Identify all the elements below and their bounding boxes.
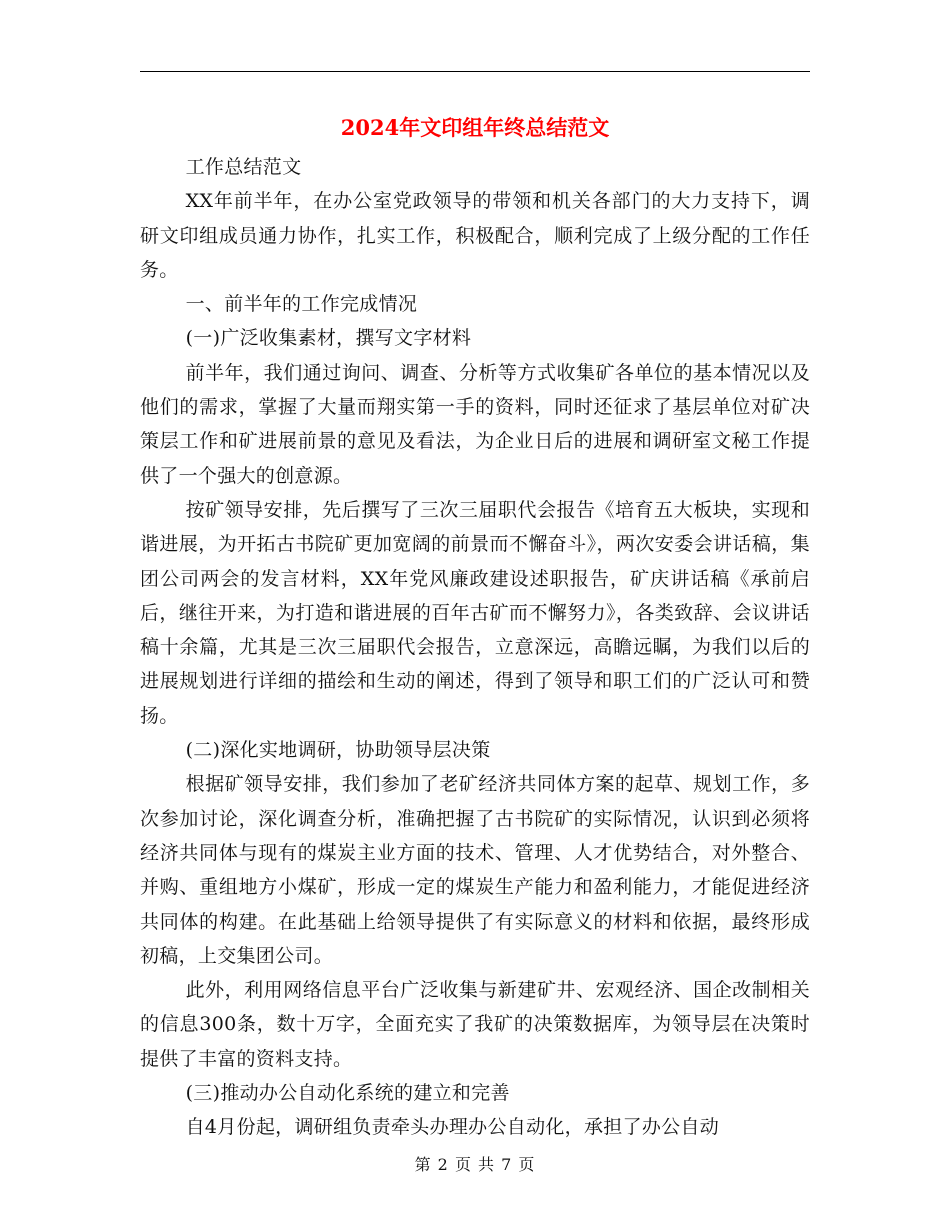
paragraph: 根据矿领导安排，我们参加了老矿经济共同体方案的起草、规划工作，多次参加讨论，深化调查分析，准确把握了古书院矿的实际情况，认识到必须将经济共同体与现有的煤炭主业方面的技术、管理、人才优势结合，对外整合、并购、重组地方小煤矿，形成一定的煤炭生产能力和盈利能力，才能促进经济共同体的构建。在此基础上给领导提供了有实际意义的材料和依据，最终形成初稿，上交集团公司。: [140, 773, 810, 967]
header-rule: [140, 71, 810, 72]
subsection-heading: (三)推动办公自动化系统的建立和完善: [185, 1082, 510, 1105]
paragraph: 前半年，我们通过询问、调查、分析等方式收集矿各单位的基本情况以及他们的需求，掌握了大量而翔实第一手的资料，同时还征求了基层单位对矿决策层工作和矿进展前景的意见及看法，为企业日后的进展和调研室文秘工作提供了一个强大的创意源。: [140, 361, 810, 487]
paragraph: 工作总结范文: [185, 156, 302, 178]
subsection-heading: (一)广泛收集素材，撰写文字材料: [185, 327, 472, 350]
page-footer: 第 2 页 共 7 页: [414, 1155, 536, 1174]
document-title: 2024年文印组年终总结范文: [340, 115, 610, 140]
subsection-heading: (二)深化实地调研，协助领导层决策: [185, 739, 491, 762]
paragraph: 此外，利用网络信息平台广泛收集与新建矿井、宏观经济、国企改制相关的信息300条，数十万字，全面充实了我矿的决策数据库，为领导层在决策时提供了丰富的资料支持。: [140, 979, 810, 1070]
paragraph: 自4月份起，调研组负责牵头办理办公自动化，承担了办公自动: [185, 1116, 720, 1139]
document-body: [140, 150, 810, 1145]
section-heading: 一、前半年的工作完成情况: [185, 293, 418, 316]
paragraph: XX年前半年，在办公室党政领导的带领和机关各部门的大力支持下，调研文印组成员通力协作，扎实工作，积极配合，顺利完成了上级分配的工作任务。: [140, 190, 810, 281]
paragraph: 按矿领导安排，先后撰写了三次三届职代会报告《培育五大板块，实现和谐进展，为开拓古书院矿更加宽阔的前景而不懈奋斗》，两次安委会讲话稿，集团公司两会的发言材料，XX年党风廉政建设述职报告，矿庆讲话稿《承前启后，继往开来，为打造和谐进展的百年古矿而不懈努力》，各类致辞、会议讲话稿十余篇，尤其是三次三届职代会报告，立意深远，高瞻远瞩，为我们以后的进展规划进行详细的描绘和生动的阐述，得到了领导和职工们的广泛认可和赞扬。: [140, 498, 810, 727]
